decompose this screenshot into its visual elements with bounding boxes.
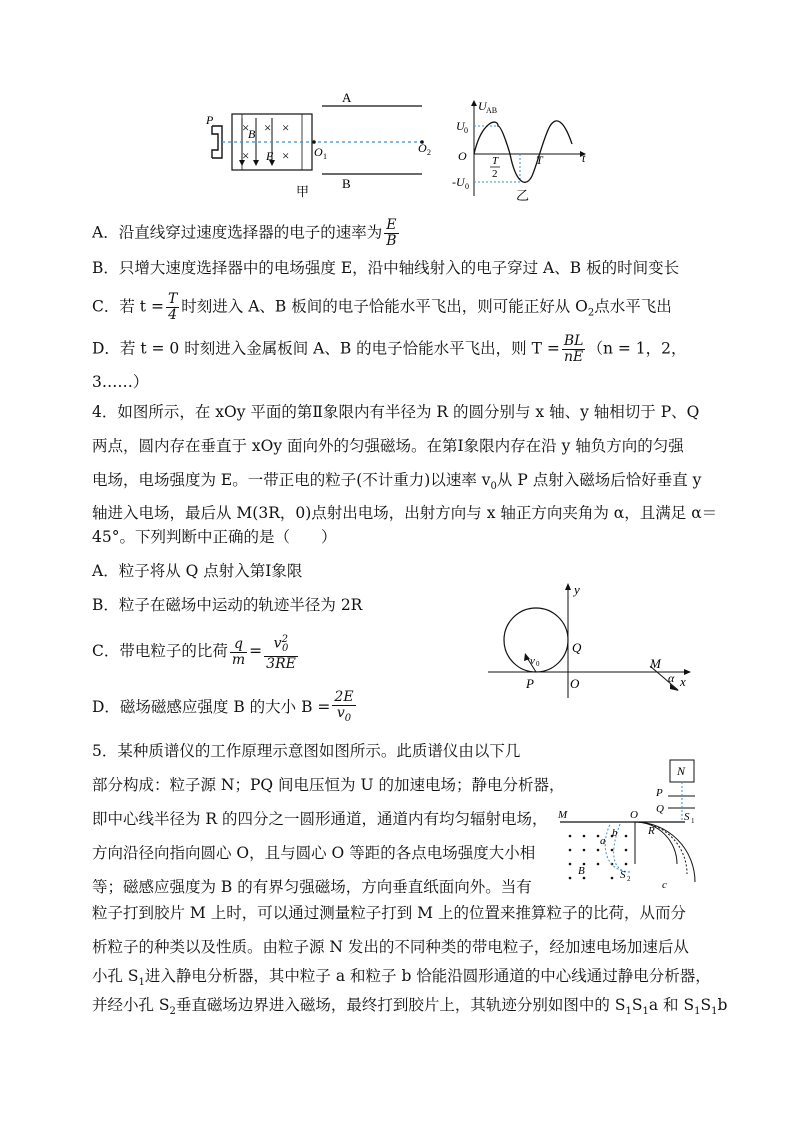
- fraction-2e-over-v0: $\frac{2E}{v_0}$: [334, 689, 354, 724]
- q3-option-a: [92, 218, 401, 249]
- label-O: O: [458, 149, 467, 163]
- q5-stem-line4: 方向沿径向指向圆心 O，且与圆心 O 等距的各点电场强度大小相: [92, 844, 536, 862]
- label-U0: U: [456, 119, 465, 133]
- label-b: b: [612, 827, 618, 839]
- q5-stem-line8: 小孔 $S_1$进入静电分析器，其中粒子 a 和粒子 b 恰能沿圆形通道的中心线通过静电分析器，: [92, 967, 711, 989]
- label-A: A: [342, 90, 352, 105]
- label-T2-den: 2: [492, 168, 498, 180]
- label-Q: Q: [572, 640, 582, 655]
- label-v0: v: [530, 655, 535, 667]
- label-Q: Q: [656, 803, 664, 815]
- label-T2-num: T: [492, 155, 499, 167]
- q3-option-c: C．若 t = $\frac{T}{4}$ 时刻进入 A、B 板间的电子恰能水平飞出，则可能正好从 $O_2$点水平飞出: [92, 291, 672, 323]
- q3-option-b: B．只增大速度选择器中的电场强度 E，沿中轴线射入的电子穿过 A、B 板的时间变长: [92, 259, 680, 277]
- q5-stem-line6: 粒子打到胶片 M 上时，可以通过测量粒子打到 M 上的位置来推算粒子的比荷，从而分: [92, 904, 686, 922]
- q4-stem-line3: 电场，电场强度为 E。一带正电的粒子(不计重力)以速率 $v_0$从 P 点射入磁场后恰好垂直 y: [92, 471, 702, 493]
- label-P: P: [526, 676, 534, 691]
- label-P: P: [206, 113, 214, 127]
- label-S1: S: [684, 811, 690, 823]
- label-O: O: [570, 676, 580, 691]
- label-negU0: -U: [452, 175, 465, 189]
- q4-stem-line5: 45°。下列判断中正确的是（ ）: [92, 528, 337, 546]
- cross-mark: ×: [282, 120, 290, 135]
- q4-option-a: A．粒子将从 Q 点射入第Ⅰ象限: [92, 562, 303, 580]
- label-T: T: [536, 153, 543, 167]
- q3-option-d: D．若 t = 0 时刻进入金属板间 A、B 的电子恰能水平飞出，则 T = $\frac{BL}{nE}$ （n = 1，2，: [92, 333, 687, 365]
- fraction-q-over-m: $\frac{q}{m}$: [231, 635, 246, 668]
- q5-stem-line7: 析粒子的种类以及性质。由粒子源 N 发出的不同种类的带电粒子，经加速电场加速后从: [92, 938, 689, 956]
- label-E-field: E: [266, 149, 274, 163]
- q4-option-d: D．磁场磁感应强度 B 的大小 B = $\frac{2E}{v_0}$: [92, 689, 354, 724]
- q5-stem-line9: 并经小孔 $S_2$垂直磁场边界进入磁场，最终打到胶片上，其轨迹分别如图中的 $S_1S_1a$ 和 $S_1S_1b$: [92, 996, 728, 1018]
- cross-mark: ×: [282, 148, 290, 163]
- label-O1-sub: 1: [323, 152, 327, 161]
- fraction-v0sq-over-3re: $\frac{v^2_0}{3RE}$: [266, 634, 296, 673]
- q4-option-b: B．粒子在磁场中运动的轨迹半径为 2R: [92, 596, 363, 614]
- label-O2: O: [418, 141, 427, 155]
- caption-yi: 乙: [516, 188, 530, 203]
- label-N: N: [677, 764, 686, 778]
- fraction-e-over-b: $\frac{E}{B}$: [386, 217, 397, 249]
- label-P: P: [656, 787, 663, 799]
- label-c: c: [662, 879, 667, 891]
- fraction-t-over-4: $\frac{T}{4}$: [167, 291, 178, 323]
- q3-option-a-text: A．沿直线穿过速度选择器的电子的速率为: [92, 223, 383, 242]
- q5-stem-line5: 等；磁感应强度为 B 的有界匀强磁场，方向垂直纸面向外。当有: [92, 878, 532, 896]
- caption-jia: 甲: [296, 184, 310, 199]
- q3-option-d-line2: 3……）: [92, 373, 149, 391]
- label-U0-sub: 0: [464, 126, 468, 135]
- figure-yi: [448, 96, 594, 206]
- label-S2: S: [620, 869, 626, 881]
- figure-q5: [550, 752, 730, 892]
- label-M: M: [558, 809, 568, 821]
- label-x: x: [680, 674, 686, 689]
- label-a: a: [600, 835, 606, 847]
- q4-stem-line1: 4．如图所示，在 xOy 平面的第Ⅱ象限内有半径为 R 的圆分别与 x 轴、y 轴相切于 P、Q: [92, 403, 700, 421]
- fraction-bl-over-ne: $\frac{BL}{nE}$: [563, 333, 584, 365]
- label-R: R: [648, 825, 655, 837]
- q4-option-c: C．带电粒子的比荷 $\frac{q}{m}$ = $\frac{v^2_0}{3RE}$: [92, 634, 296, 673]
- cross-mark: ×: [242, 148, 250, 163]
- label-B-field: B: [248, 127, 256, 141]
- q5-stem-line2: 部分构成：粒子源 N；PQ 间电压恒为 U 的加速电场；静电分析器，: [92, 776, 565, 794]
- label-alpha: α: [668, 671, 675, 685]
- label-t: t: [582, 151, 586, 165]
- label-B: B: [578, 865, 585, 877]
- label-B: B: [342, 176, 351, 191]
- figure-jia: [200, 88, 450, 200]
- label-U: U: [478, 99, 487, 113]
- label-O: O: [630, 809, 638, 821]
- label-M: M: [650, 656, 661, 671]
- label-O1: O: [314, 145, 323, 159]
- cross-mark: ×: [242, 120, 250, 135]
- q4-stem-line4: 轴进入电场，最后从 M(3R，0)点射出电场，出射方向与 x 轴正方向夹角为 α，且满足 α＝: [92, 504, 718, 522]
- label-S2-sub: 2: [627, 875, 631, 883]
- q4-stem-line2: 两点，圆内存在垂直于 xOy 面向外的匀强磁场。在第Ⅰ象限内存在沿 y 轴负方向的匀强: [92, 437, 684, 455]
- label-S1-sub: 1: [691, 817, 695, 825]
- q5-stem-line1: 5．某种质谱仪的工作原理示意图如图所示。此质谱仪由以下几: [92, 742, 521, 760]
- q5-stem-line3: 即中心线半径为 R 的四分之一圆形通道，通道内有均匀辐射电场，: [92, 810, 548, 828]
- label-negU0-sub: 0: [465, 182, 469, 191]
- label-O2-sub: 2: [427, 148, 431, 157]
- cross-mark: ×: [264, 120, 272, 135]
- figure-q4: [488, 580, 698, 700]
- label-v0-sub: 0: [536, 660, 540, 668]
- label-y: y: [574, 582, 580, 597]
- label-U-sub: AB: [486, 106, 498, 115]
